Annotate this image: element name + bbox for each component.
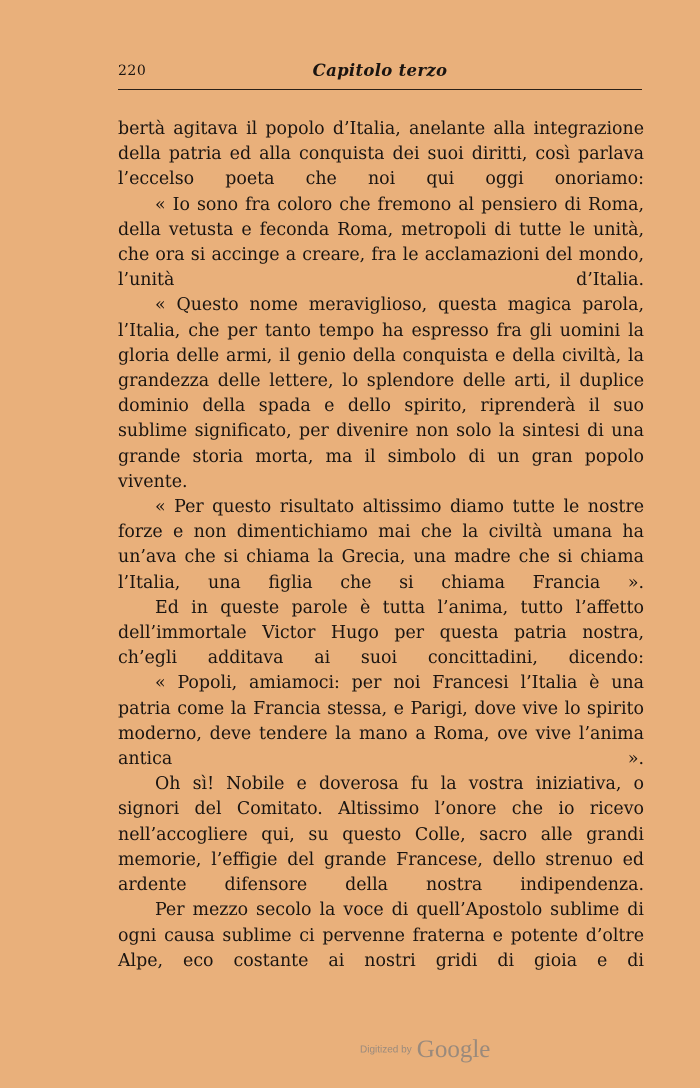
body-text bbox=[118, 117, 644, 974]
running-head bbox=[118, 60, 642, 90]
paragraph-5: Ed in queste parole è tutta l’anima, tutto l’affetto dell’immortale Victor Hugo per questa patria nostra, ch’egli additava ai suoi concittadini, dicendo: bbox=[118, 597, 644, 669]
paragraph-2: « Io sono fra coloro che fremono al pensiero di Roma, della vetusta e feconda Roma, metropoli di tutte le unità, che ora si accinge a creare, fra le acclamazioni del mondo, l’unità d’Italia. bbox=[118, 194, 644, 291]
paragraph-6: « Popoli, amiamoci: per noi Francesi l’Italia è una patria come la Francia stessa, e Parigi, dove vive lo spirito moderno, deve tendere la mano a Roma, ove vive l’anima antica ». bbox=[118, 673, 644, 770]
header-rule bbox=[118, 89, 642, 90]
paragraph-7: Oh sì! Nobile e doverosa fu la vostra iniziativa, o signori del Comitato. Altissimo l’onore che io ricevo nell’accogliere qui, su questo Colle, sacro alle grandi memorie, l’effigie del grande Francese, dello strenuo ed ardente difensore della nostra indipendenza. bbox=[118, 774, 644, 896]
google-logo: Google bbox=[416, 1036, 491, 1063]
paragraph-8: Per mezzo secolo la voce di quell’Apostolo sublime di ogni causa sublime ci pervenne fraterna e potente d’oltre Alpe, eco costante ai nostri gridi di gioia e di bbox=[118, 900, 644, 971]
chapter-title: Capitolo terzo bbox=[312, 61, 448, 80]
paragraph-3: « Questo nome meraviglioso, questa magica parola, l’Italia, che per tanto tempo ha espresso fra gli uomini la gloria delle armi, il genio della conquista e della civiltà, la grandezza delle lettere, lo splendore delle arti, il duplice dominio della spada e dello spirito, riprenderà il suo sublime significato, per divenire non solo la sintesi di una grande storia morta, ma il simbolo di un gran popolo vivente. bbox=[118, 295, 644, 492]
digitized-prefix: Digitized by bbox=[360, 1044, 412, 1056]
page-number: 220 bbox=[118, 63, 147, 79]
paragraph-1: bertà agitava il popolo d’Italia, anelante alla integrazione della patria ed alla conquista dei suoi diritti, così parlava l’eccelso poeta che noi qui oggi onoriamo: bbox=[118, 119, 644, 190]
digitized-watermark bbox=[360, 1036, 490, 1064]
paragraph-4: « Per questo risultato altissimo diamo tutte le nostre forze e non dimentichiamo mai che la civiltà umana ha un’ava che si chiama la Grecia, una madre che si chiama l’Italia, una figlia che si chiama Francia ». bbox=[118, 497, 644, 593]
